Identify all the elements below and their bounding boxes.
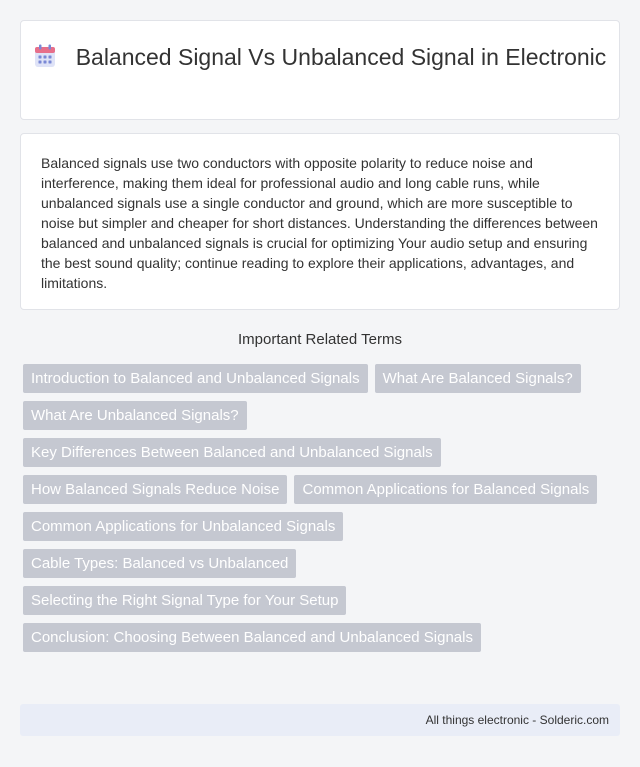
footer-text[interactable]: All things electronic - Solderic.com [425, 713, 609, 727]
term-tag[interactable]: Common Applications for Balanced Signals [294, 475, 597, 504]
related-terms-list [23, 364, 623, 660]
term-tag[interactable]: Selecting the Right Signal Type for Your Setup [23, 586, 346, 615]
title-card [20, 20, 620, 120]
term-tag[interactable]: What Are Unbalanced Signals? [23, 401, 247, 430]
intro-card [20, 133, 620, 310]
term-tag[interactable]: Conclusion: Choosing Between Balanced and Unbalanced Signals [23, 623, 481, 652]
calendar-icon [34, 44, 56, 68]
term-tag[interactable]: Introduction to Balanced and Unbalanced Signals [23, 364, 368, 393]
page-title [21, 43, 619, 72]
footer [20, 704, 620, 736]
term-tag[interactable]: What Are Balanced Signals? [375, 364, 581, 393]
term-tag[interactable]: Cable Types: Balanced vs Unbalanced [23, 549, 296, 578]
term-tag[interactable]: Key Differences Between Balanced and Unbalanced Signals [23, 438, 441, 467]
title-text: Balanced Signal Vs Unbalanced Signal in Electronic [75, 44, 607, 70]
term-tag[interactable]: Common Applications for Unbalanced Signals [23, 512, 343, 541]
terms-heading: Important Related Terms [238, 331, 402, 348]
term-tag[interactable]: How Balanced Signals Reduce Noise [23, 475, 287, 504]
intro-paragraph: Balanced signals use two conductors with opposite polarity to reduce noise and interference, making them ideal for professional audio and long cable runs, while unbalanced signals use a single conductor and ground, which are more susceptible to noise but simpler and cheaper for short distances. Understanding the differences between balanced and unbalanced signals is crucial for optimizing Your audio setup and ensuring the best sound quality; continue reading to explore their applications, advantages, and limitations. [41, 155, 598, 291]
